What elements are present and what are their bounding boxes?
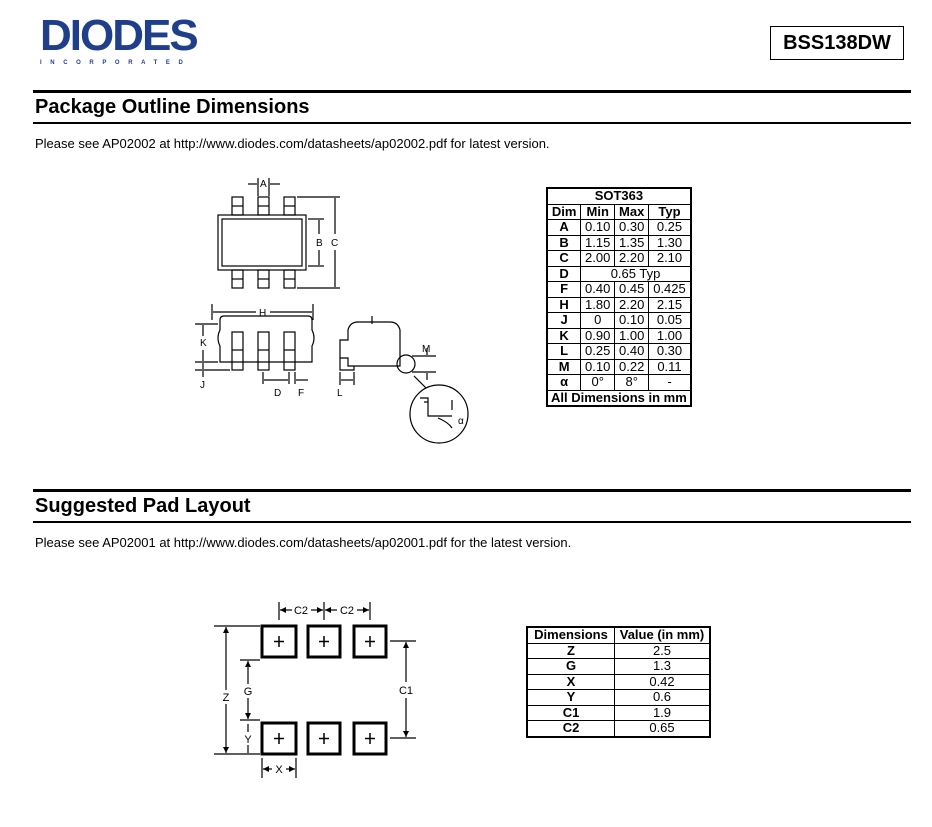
table-row: M 0.10 0.22 0.11 (547, 359, 691, 375)
table-row: Z 2.5 (527, 643, 710, 659)
table-row: G 1.3 (527, 659, 710, 675)
table-header: Dim (547, 204, 581, 220)
label-b: B (316, 238, 323, 249)
label-l: L (337, 388, 343, 399)
table-row: L 0.25 0.40 0.30 (547, 344, 691, 360)
table-header: Value (in mm) (615, 627, 711, 643)
table-row: A 0.10 0.30 0.25 (547, 220, 691, 236)
table-row: Y 0.6 (527, 690, 710, 706)
table-row: F 0.40 0.45 0.425 (547, 282, 691, 298)
label-x: X (275, 764, 283, 776)
label-k: K (200, 338, 207, 349)
table-row: D 0.65 Typ (547, 266, 691, 282)
table-row: K 0.90 1.00 1.00 (547, 328, 691, 344)
table-row: H 1.80 2.20 2.15 (547, 297, 691, 313)
table-row: J 0 0.10 0.05 (547, 313, 691, 329)
label-c: C (331, 238, 339, 249)
part-number-box: BSS138DW (770, 26, 904, 60)
label-h: H (259, 308, 267, 319)
label-f: F (298, 388, 305, 399)
table-row: C2 0.65 (527, 721, 710, 737)
table-row: B 1.15 1.35 1.30 (547, 235, 691, 251)
table-header: Typ (649, 204, 691, 220)
label-g: G (243, 686, 253, 698)
pad-layout-note: Please see AP02001 at http://www.diodes.com/datasheets/ap02001.pdf for the latest version. (35, 535, 572, 550)
package-outline-note: Please see AP02002 at http://www.diodes.com/datasheets/ap02002.pdf for latest version. (35, 136, 550, 151)
table-row: X 0.42 (527, 674, 710, 690)
company-logo: DIODES (40, 11, 197, 60)
table-row: C 2.00 2.20 2.10 (547, 251, 691, 267)
label-j: J (200, 380, 205, 391)
label-z: Z (222, 692, 230, 704)
table-header: Max (615, 204, 649, 220)
pad-layout-drawing (210, 598, 430, 788)
label-m: M (422, 344, 431, 355)
label-a: A (260, 179, 267, 190)
package-outline-drawing (190, 170, 490, 455)
label-d: D (274, 388, 282, 399)
package-dimensions-table (546, 187, 692, 407)
table-row: C1 1.9 (527, 705, 710, 721)
label-c1: C1 (398, 685, 414, 697)
label-c2-right: C2 (339, 605, 355, 617)
pad-layout-heading: Suggested Pad Layout (33, 489, 911, 523)
package-outline-heading: Package Outline Dimensions (33, 90, 911, 124)
pad-dimensions-table (526, 626, 711, 738)
company-logo-subtitle: INCORPORATED (40, 60, 192, 66)
table-title: SOT363 (547, 188, 691, 204)
table-header: Min (581, 204, 615, 220)
table-row: α 0° 8° - (547, 375, 691, 391)
label-y: Y (244, 734, 252, 746)
label-alpha: α (458, 416, 464, 427)
table-header: Dimensions (527, 627, 615, 643)
table-footer: All Dimensions in mm (547, 390, 691, 406)
label-c2-left: C2 (293, 605, 309, 617)
top-view-body (218, 215, 306, 270)
